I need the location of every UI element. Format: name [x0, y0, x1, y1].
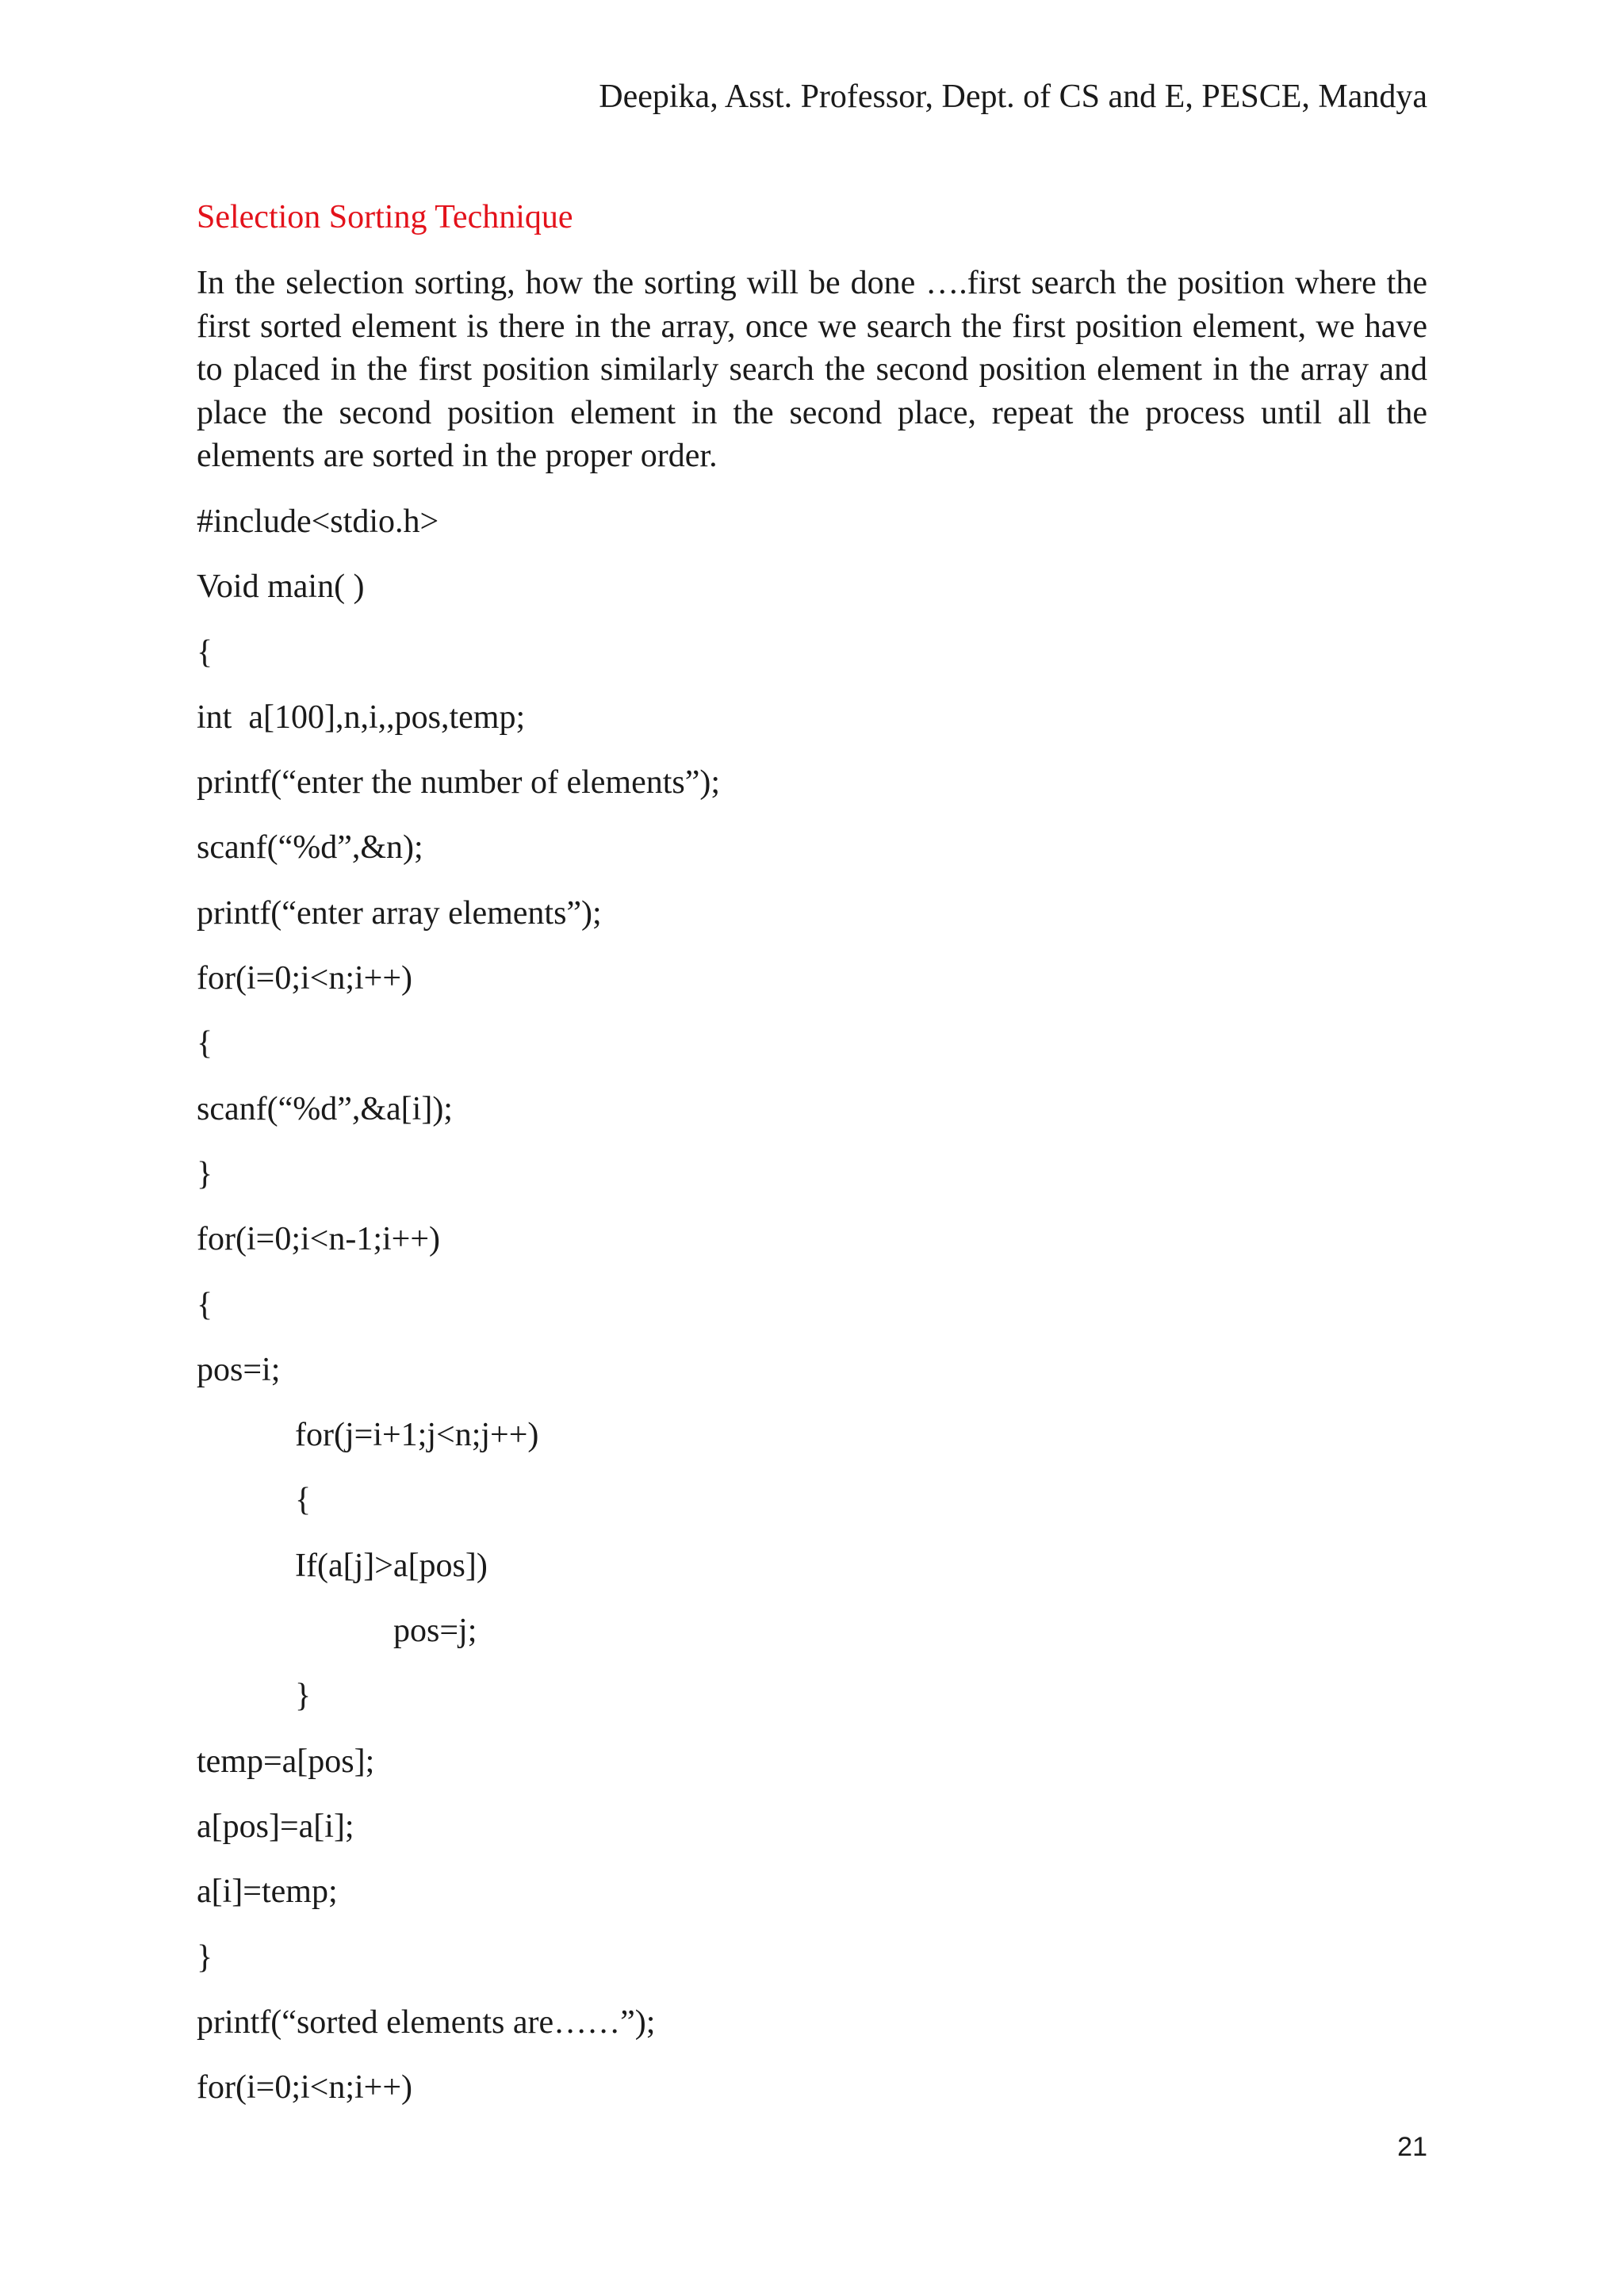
code-line: a[i]=temp; [197, 1873, 338, 1911]
page-header: Deepika, Asst. Professor, Dept. of CS and E, PESCE, Mandya [599, 78, 1427, 115]
code-line: printf(“sorted elements are……”); [197, 2003, 656, 2041]
code-line: { [197, 633, 213, 671]
code-line: for(i=0;i<n;i++) [197, 960, 413, 997]
page-number: 21 [1397, 2132, 1427, 2162]
code-line: pos=j; [393, 1613, 477, 1650]
code-listing [197, 501, 1427, 2132]
code-line: scanf(“%d”,&n); [197, 829, 423, 867]
code-line: a[pos]=a[i]; [197, 1808, 354, 1845]
section-paragraph: In the selection sorting, how the sorting will be done ….first search the position where the first sorted element is there in the array, once we search the first position element, we have to placed in the first position similarly search the second position element in the array and place the second position element in the second place, repeat the process until all the elements are sorted in the proper order. [197, 265, 1427, 474]
code-line: scanf(“%d”,&a[i]); [197, 1090, 453, 1127]
code-line: pos=i; [197, 1351, 281, 1388]
code-line: { [295, 1482, 312, 1519]
code-line: } [295, 1678, 312, 1715]
code-line: #include<stdio.h> [197, 503, 439, 540]
code-line: for(j=i+1;j<n;j++) [295, 1417, 539, 1454]
code-line: printf(“enter array elements”); [197, 894, 602, 932]
section-title: Selection Sorting Technique [197, 199, 573, 235]
code-line: printf(“enter the number of elements”); [197, 764, 721, 802]
code-line: int a[100],n,i,,pos,temp; [197, 698, 526, 736]
code-line: for(i=0;i<n-1;i++) [197, 1221, 441, 1258]
code-line: { [197, 1286, 213, 1323]
code-line: } [197, 1155, 213, 1192]
code-line: If(a[j]>a[pos]) [295, 1547, 488, 1584]
code-line: Void main( ) [197, 568, 365, 606]
code-line: } [197, 1938, 213, 1976]
code-line: temp=a[pos]; [197, 1743, 375, 1780]
code-line: { [197, 1025, 213, 1062]
code-line: for(i=0;i<n;i++) [197, 2069, 413, 2107]
